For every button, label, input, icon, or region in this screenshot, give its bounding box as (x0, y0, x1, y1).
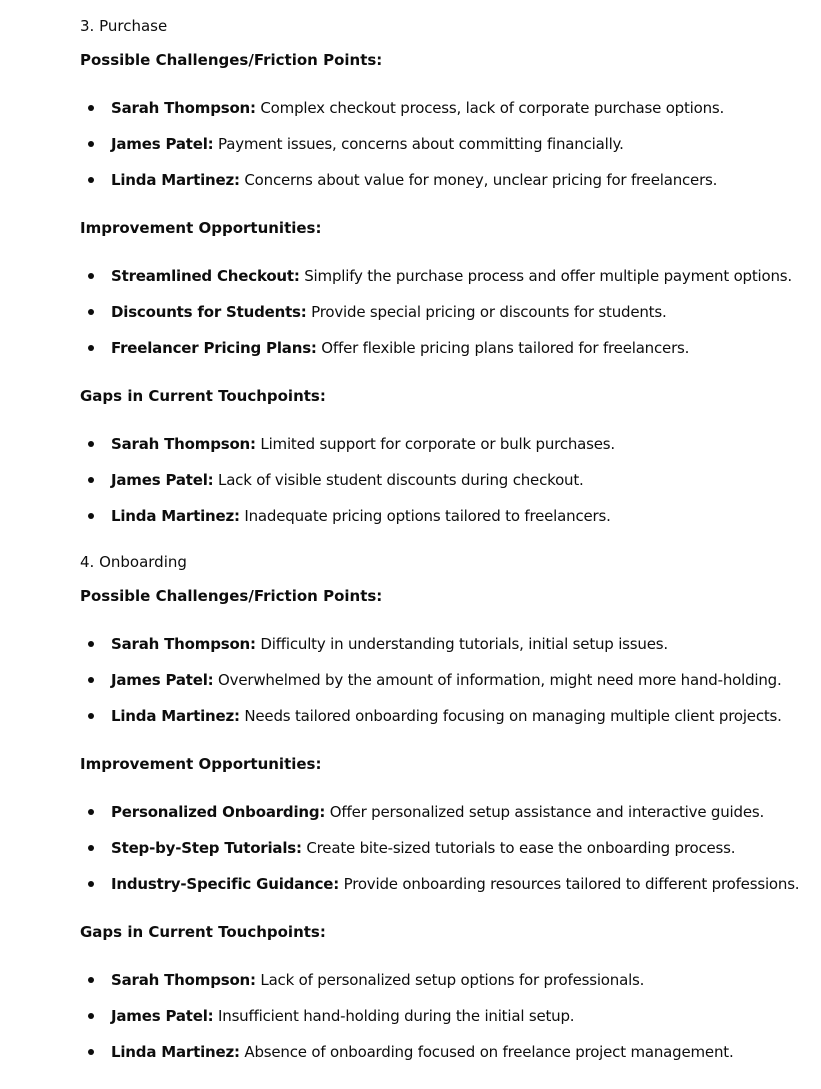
bullet-icon (88, 177, 94, 183)
persona-name: James Patel: (111, 1007, 214, 1025)
opportunity-name: Freelancer Pricing Plans: (111, 339, 317, 357)
bullet-icon (88, 845, 94, 851)
item-text: Lack of visible student discounts during checkout. (213, 471, 584, 489)
item-text: Overwhelmed by the amount of information, might need more hand-holding. (213, 671, 782, 689)
persona-name: James Patel: (111, 671, 214, 689)
persona-name: Linda Martinez: (111, 507, 240, 525)
item-text: Offer flexible pricing plans tailored for freelancers. (316, 339, 690, 357)
opportunity-name: Discounts for Students: (111, 303, 307, 321)
item-text: Insufficient hand-holding during the initial setup. (213, 1007, 575, 1025)
bullet-icon (88, 513, 94, 519)
persona-name: Sarah Thompson: (111, 99, 256, 117)
group-heading-improvements: Improvement Opportunities: (80, 755, 322, 773)
persona-name: James Patel: (111, 135, 214, 153)
persona-name: James Patel: (111, 471, 214, 489)
bullet-icon (88, 273, 94, 279)
bullet-icon (88, 441, 94, 447)
bullet-icon (88, 477, 94, 483)
bullet-icon (88, 641, 94, 647)
group-heading-challenges: Possible Challenges/Friction Points: (80, 51, 383, 69)
item-text: Provide special pricing or discounts for students. (306, 303, 667, 321)
item-text: Provide onboarding resources tailored to different professions. (339, 875, 800, 893)
bullet-icon (88, 141, 94, 147)
bullet-icon (88, 1013, 94, 1019)
item-text: Inadequate pricing options tailored to freelancers. (239, 507, 611, 525)
persona-name: Linda Martinez: (111, 707, 240, 725)
item-text: Offer personalized setup assistance and interactive guides. (325, 803, 765, 821)
bullet-icon (88, 105, 94, 111)
opportunity-name: Industry-Specific Guidance: (111, 875, 340, 893)
item-text: Difficulty in understanding tutorials, initial setup issues. (255, 635, 668, 653)
item-text: Absence of onboarding focused on freelance project management. (239, 1043, 734, 1061)
item-text: Payment issues, concerns about committing financially. (213, 135, 624, 153)
group-heading-challenges: Possible Challenges/Friction Points: (80, 587, 383, 605)
bullet-icon (88, 345, 94, 351)
group-heading-improvements: Improvement Opportunities: (80, 219, 322, 237)
persona-name: Sarah Thompson: (111, 971, 256, 989)
item-text: Concerns about value for money, unclear pricing for freelancers. (239, 171, 718, 189)
item-text: Complex checkout process, lack of corporate purchase options. (255, 99, 725, 117)
item-text: Create bite-sized tutorials to ease the onboarding process. (301, 839, 736, 857)
opportunity-name: Step-by-Step Tutorials: (111, 839, 302, 857)
bullet-icon (88, 677, 94, 683)
opportunity-name: Personalized Onboarding: (111, 803, 326, 821)
item-text: Needs tailored onboarding focusing on managing multiple client projects. (239, 707, 782, 725)
bullet-icon (88, 977, 94, 983)
persona-name: Linda Martinez: (111, 1043, 240, 1061)
group-heading-gaps: Gaps in Current Touchpoints: (80, 387, 326, 405)
persona-name: Linda Martinez: (111, 171, 240, 189)
section-title-onboarding: 4. Onboarding (80, 553, 187, 571)
bullet-icon (88, 809, 94, 815)
opportunity-name: Streamlined Checkout: (111, 267, 300, 285)
bullet-icon (88, 309, 94, 315)
persona-name: Sarah Thompson: (111, 435, 256, 453)
item-text: Simplify the purchase process and offer multiple payment options. (299, 267, 792, 285)
section-title-purchase: 3. Purchase (80, 17, 168, 35)
bullet-icon (88, 1049, 94, 1055)
persona-name: Sarah Thompson: (111, 635, 256, 653)
bullet-icon (88, 713, 94, 719)
group-heading-gaps: Gaps in Current Touchpoints: (80, 923, 326, 941)
item-text: Lack of personalized setup options for professionals. (255, 971, 645, 989)
bullet-icon (88, 881, 94, 887)
item-text: Limited support for corporate or bulk purchases. (255, 435, 615, 453)
